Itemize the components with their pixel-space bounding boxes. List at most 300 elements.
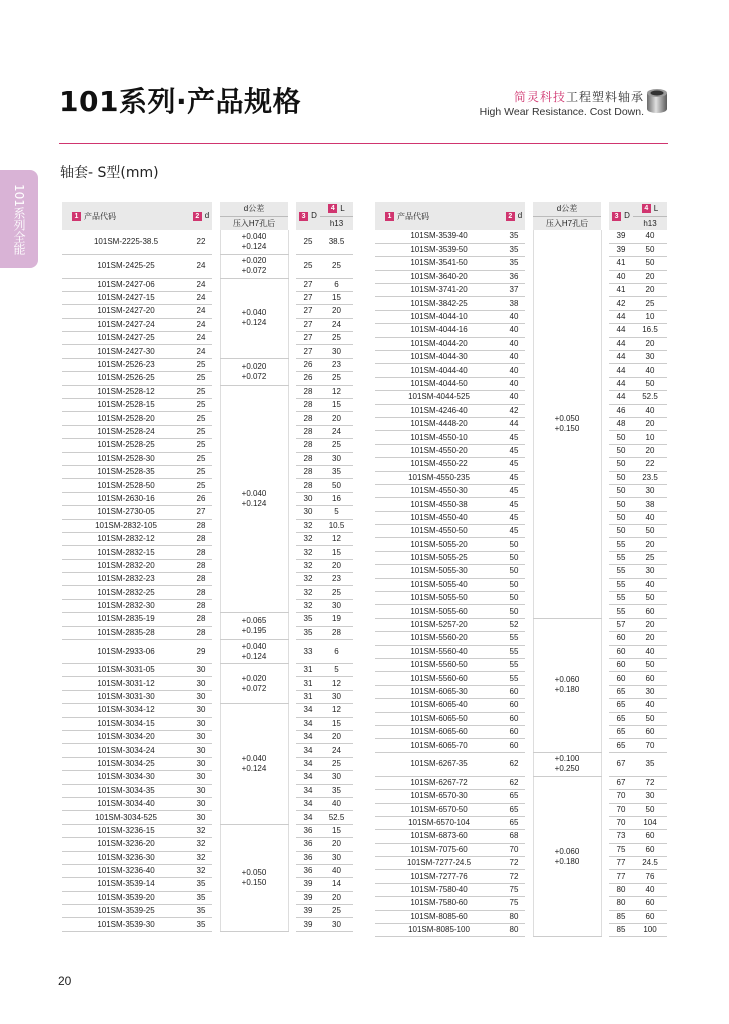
- tolerance-lower: +0.150: [241, 877, 267, 887]
- spacer-cell: [288, 757, 296, 770]
- d-cell: 62: [503, 776, 525, 789]
- table-row: [375, 551, 667, 564]
- d-cell: 60: [503, 739, 525, 752]
- spacer-cell: [601, 364, 609, 377]
- D-cell: 35: [296, 613, 320, 626]
- product-code-cell: 101SM-2832-105: [62, 519, 190, 532]
- spacer-cell: [288, 891, 296, 904]
- tolerance-lower: +0.124: [241, 651, 267, 661]
- d-cell: 28: [190, 546, 212, 559]
- spacer-cell: [212, 640, 220, 664]
- d-cell: 30: [190, 664, 212, 677]
- product-code-cell: 101SM-5560-20: [375, 632, 503, 645]
- L-cell: 25: [320, 905, 353, 918]
- spacer-cell: [212, 784, 220, 797]
- spacer-cell: [601, 592, 609, 605]
- D-cell: 65: [609, 712, 633, 725]
- spacer-cell: [288, 704, 296, 717]
- d-cell: 30: [190, 690, 212, 703]
- spacer-cell: [288, 278, 296, 291]
- D-cell: 30: [296, 506, 320, 519]
- tolerance-lower: +0.180: [554, 856, 580, 866]
- product-code-cell: 101SM-2832-25: [62, 586, 190, 599]
- d-cell: 72: [503, 870, 525, 883]
- spacer-cell: [525, 310, 533, 323]
- L-cell: 20: [633, 632, 667, 645]
- table-row: [62, 291, 353, 304]
- spacer-cell: [288, 385, 296, 398]
- product-code-cell: 101SM-2528-20: [62, 412, 190, 425]
- spacer-cell: [212, 465, 220, 478]
- table-row: [375, 659, 667, 672]
- product-code-cell: 101SM-4550-10: [375, 431, 503, 444]
- product-code-cell: 101SM-6065-60: [375, 725, 503, 738]
- table-row: [375, 712, 667, 725]
- spacer-cell: [601, 924, 609, 937]
- L-cell: 20: [633, 337, 667, 350]
- spacer-cell: [525, 230, 533, 243]
- D-cell: 77: [609, 870, 633, 883]
- spacer-cell: [525, 431, 533, 444]
- product-code-cell: 101SM-3031-05: [62, 664, 190, 677]
- spacer-cell: [212, 731, 220, 744]
- product-code-cell: 101SM-4550-50: [375, 525, 503, 538]
- D-cell: 70: [609, 790, 633, 803]
- d-cell: 24: [190, 345, 212, 358]
- L-cell: 23: [320, 358, 353, 371]
- D-cell: 32: [296, 559, 320, 572]
- table-row: [375, 883, 667, 896]
- table-row: [62, 465, 353, 478]
- product-code-cell: 101SM-2832-15: [62, 546, 190, 559]
- table-row: [62, 717, 353, 730]
- d-cell: 30: [190, 797, 212, 810]
- table-row: [62, 784, 353, 797]
- table-row: [375, 645, 667, 658]
- spacer-cell: [525, 685, 533, 698]
- spacer-cell: [288, 532, 296, 545]
- L-cell: 12: [320, 677, 353, 690]
- D-cell: 50: [609, 498, 633, 511]
- spacer-cell: [601, 484, 609, 497]
- product-code-cell: 101SM-3539-25: [62, 905, 190, 918]
- table-row: [62, 771, 353, 784]
- D-cell: 28: [296, 452, 320, 465]
- D-cell: 25: [296, 254, 320, 278]
- L-cell: 6: [320, 640, 353, 664]
- L-cell: 40: [633, 230, 667, 243]
- tolerance-upper: +0.060: [554, 675, 580, 685]
- D-cell: 41: [609, 284, 633, 297]
- L-cell: 100: [633, 924, 667, 937]
- table-row: [62, 345, 353, 358]
- table-row: [375, 337, 667, 350]
- spacer-cell: [288, 731, 296, 744]
- product-code-cell: 101SM-3034-24: [62, 744, 190, 757]
- D-cell: 67: [609, 752, 633, 776]
- spacer-cell: [288, 878, 296, 891]
- product-code-cell: 101SM-4044-40: [375, 364, 503, 377]
- table-row: [375, 538, 667, 551]
- spacer-cell: [288, 797, 296, 810]
- d-cell: 55: [503, 632, 525, 645]
- d-cell: 24: [190, 305, 212, 318]
- spacer-cell: [601, 712, 609, 725]
- D-cell: 34: [296, 731, 320, 744]
- spacer-cell: [212, 918, 220, 931]
- tolerance-lower: +0.072: [241, 683, 267, 693]
- L-cell: 5: [320, 506, 353, 519]
- bearing-icon: [645, 87, 669, 115]
- brand-block: [480, 88, 644, 118]
- product-code-cell: 101SM-4044-16: [375, 324, 503, 337]
- brand-en: High Wear Resistance. Cost Down.: [479, 106, 644, 118]
- d-cell: 60: [503, 725, 525, 738]
- spacer-cell: [601, 498, 609, 511]
- spacer-cell: [601, 297, 609, 310]
- table-row: [375, 351, 667, 364]
- product-code-cell: 101SM-7075-60: [375, 843, 503, 856]
- L-cell: 38.5: [320, 230, 353, 254]
- header-tolerance-note: 压入H7孔后: [533, 216, 601, 230]
- spacer-cell: [212, 385, 220, 398]
- table-row: [375, 605, 667, 618]
- tolerance-lower: +0.072: [241, 266, 267, 275]
- header-L-tolerance: h13: [320, 216, 353, 230]
- D-cell: 27: [296, 318, 320, 331]
- product-code-cell: 101SM-2427-20: [62, 305, 190, 318]
- d-cell: 50: [503, 565, 525, 578]
- table-row: [62, 479, 353, 492]
- table-row: [62, 599, 353, 612]
- spacer-cell: [288, 664, 296, 677]
- product-code-cell: 101SM-7277-24.5: [375, 857, 503, 870]
- spacer-cell: [525, 632, 533, 645]
- spacer-cell: [525, 910, 533, 923]
- spacer-cell: [212, 439, 220, 452]
- spacer-cell: [212, 905, 220, 918]
- product-code-cell: 101SM-4044-20: [375, 337, 503, 350]
- spacer-cell: [525, 752, 533, 776]
- table-row: [375, 364, 667, 377]
- table-row: [375, 417, 667, 430]
- table-row: [375, 632, 667, 645]
- table-row: [375, 377, 667, 390]
- spacer-cell: [212, 506, 220, 519]
- D-cell: 65: [609, 685, 633, 698]
- spacer-cell: [601, 230, 609, 243]
- spacer-cell: [525, 471, 533, 484]
- D-cell: 32: [296, 573, 320, 586]
- d-cell: 37: [503, 284, 525, 297]
- d-cell: 25: [190, 385, 212, 398]
- header-product-code: 1 产品代码: [62, 202, 190, 230]
- product-code-cell: 101SM-3031-30: [62, 690, 190, 703]
- d-cell: 52: [503, 618, 525, 631]
- product-code-cell: 101SM-2526-25: [62, 372, 190, 385]
- tolerance-lower: +0.195: [241, 626, 267, 636]
- D-cell: 27: [296, 305, 320, 318]
- product-code-cell: 101SM-5055-30: [375, 565, 503, 578]
- spacer-cell: [601, 803, 609, 816]
- spacer-cell: [525, 725, 533, 738]
- spacer-cell: [288, 439, 296, 452]
- spacer-cell: [601, 511, 609, 524]
- L-cell: 35: [633, 752, 667, 776]
- spacer-cell: [525, 605, 533, 618]
- table-row: [62, 664, 353, 677]
- spacer-cell: [601, 310, 609, 323]
- L-cell: 60: [633, 910, 667, 923]
- tolerance-lower: +0.150: [554, 423, 580, 433]
- L-cell: 30: [320, 690, 353, 703]
- table-row: [62, 864, 353, 877]
- product-code-cell: 101SM-3034-25: [62, 757, 190, 770]
- d-cell: 30: [190, 771, 212, 784]
- d-cell: 29: [190, 640, 212, 664]
- d-cell: 65: [503, 816, 525, 829]
- product-code-cell: 101SM-4550-235: [375, 471, 503, 484]
- tolerance-upper: +0.020: [241, 361, 267, 371]
- spacer-cell: [212, 586, 220, 599]
- d-cell: 35: [190, 905, 212, 918]
- spacer-cell: [288, 479, 296, 492]
- d-cell: 40: [503, 351, 525, 364]
- product-code-cell: 101SM-5257-20: [375, 618, 503, 631]
- L-cell: 50: [633, 243, 667, 256]
- d-cell: 32: [190, 838, 212, 851]
- tolerance-upper: +0.050: [554, 413, 580, 423]
- d-cell: 60: [503, 712, 525, 725]
- L-cell: 15: [320, 546, 353, 559]
- brand-cn-rest: 工程塑料轴承: [565, 90, 644, 104]
- d-cell: 25: [190, 452, 212, 465]
- table-row: [375, 484, 667, 497]
- D-cell: 30: [296, 492, 320, 505]
- product-code-cell: 101SM-6570-30: [375, 790, 503, 803]
- L-cell: 40: [320, 797, 353, 810]
- d-cell: 40: [503, 324, 525, 337]
- product-code-cell: 101SM-3034-15: [62, 717, 190, 730]
- spacer-cell: [212, 479, 220, 492]
- tolerance-lower: +0.124: [241, 498, 267, 508]
- table-row: [62, 744, 353, 757]
- D-cell: 44: [609, 391, 633, 404]
- spacer-cell: [525, 498, 533, 511]
- L-cell: 6: [320, 278, 353, 291]
- L-cell: 23: [320, 573, 353, 586]
- product-code-cell: 101SM-2730-05: [62, 506, 190, 519]
- spacer-cell: [288, 254, 296, 278]
- spacer-cell: [525, 270, 533, 283]
- tolerance-cell: [533, 230, 601, 618]
- tolerance-lower: +0.180: [554, 685, 580, 695]
- spacer-cell: [601, 324, 609, 337]
- spacer-cell: [288, 452, 296, 465]
- table-row: [375, 498, 667, 511]
- D-cell: 31: [296, 677, 320, 690]
- spacer-cell: [212, 425, 220, 438]
- D-cell: 50: [609, 484, 633, 497]
- L-cell: 24: [320, 425, 353, 438]
- D-cell: 39: [296, 878, 320, 891]
- d-cell: 30: [190, 704, 212, 717]
- spacer-cell: [525, 538, 533, 551]
- product-code-cell: 101SM-8085-60: [375, 910, 503, 923]
- D-cell: 34: [296, 757, 320, 770]
- d-cell: 28: [190, 599, 212, 612]
- product-code-cell: 101SM-2630-16: [62, 492, 190, 505]
- D-cell: 39: [296, 891, 320, 904]
- L-cell: 104: [633, 816, 667, 829]
- spacer-cell: [601, 417, 609, 430]
- L-cell: 35: [320, 465, 353, 478]
- tolerance-cell: [220, 254, 288, 278]
- tolerance-upper: +0.020: [241, 673, 267, 683]
- spacer-cell: [212, 332, 220, 345]
- D-cell: 34: [296, 811, 320, 824]
- spacer-cell: [525, 843, 533, 856]
- L-cell: 50: [633, 525, 667, 538]
- d-cell: 75: [503, 897, 525, 910]
- product-code-cell: 101SM-2427-25: [62, 332, 190, 345]
- product-code-cell: 101SM-2425-25: [62, 254, 190, 278]
- L-cell: 15: [320, 824, 353, 837]
- table-row: [62, 640, 353, 664]
- D-cell: 34: [296, 717, 320, 730]
- d-cell: 45: [503, 471, 525, 484]
- d-cell: 32: [190, 864, 212, 877]
- L-cell: 15: [320, 399, 353, 412]
- product-code-cell: 101SM-5055-60: [375, 605, 503, 618]
- spacer-cell: [525, 857, 533, 870]
- product-code-cell: 101SM-2528-30: [62, 452, 190, 465]
- L-cell: 50: [320, 479, 353, 492]
- d-cell: 45: [503, 431, 525, 444]
- d-cell: 25: [190, 372, 212, 385]
- tolerance-upper: +0.040: [241, 641, 267, 651]
- spacer-cell: [525, 618, 533, 631]
- D-cell: 34: [296, 704, 320, 717]
- table-row: [62, 626, 353, 639]
- D-cell: 27: [296, 345, 320, 358]
- d-cell: 35: [503, 257, 525, 270]
- L-cell: 25: [320, 439, 353, 452]
- L-cell: 20: [633, 538, 667, 551]
- spacer-cell: [525, 659, 533, 672]
- tolerance-lower: +0.072: [241, 371, 267, 381]
- spacer-cell: [525, 324, 533, 337]
- spacer-cell: [601, 870, 609, 883]
- table-row: [62, 372, 353, 385]
- table-row: [375, 297, 667, 310]
- spacer-cell: [212, 492, 220, 505]
- d-cell: 50: [503, 578, 525, 591]
- product-code-cell: 101SM-4550-22: [375, 458, 503, 471]
- D-cell: 32: [296, 546, 320, 559]
- d-cell: 50: [503, 538, 525, 551]
- d-cell: 72: [503, 857, 525, 870]
- spacer-cell: [525, 803, 533, 816]
- spacer-cell: [601, 578, 609, 591]
- tolerance-upper: +0.040: [241, 753, 267, 763]
- tolerance-lower: +0.124: [241, 763, 267, 773]
- d-cell: 22: [190, 230, 212, 254]
- product-code-cell: 101SM-2832-23: [62, 573, 190, 586]
- spacer-cell: [288, 358, 296, 371]
- table-row: [62, 305, 353, 318]
- table-row: [62, 797, 353, 810]
- table-row: [62, 532, 353, 545]
- spacer-cell: [288, 784, 296, 797]
- d-cell: 26: [190, 492, 212, 505]
- spacer-cell: [601, 377, 609, 390]
- spacer-cell: [525, 830, 533, 843]
- D-cell: 50: [609, 525, 633, 538]
- L-cell: 20: [320, 838, 353, 851]
- table-row: [62, 677, 353, 690]
- tolerance-upper: +0.050: [241, 867, 267, 877]
- spacer-cell: [212, 771, 220, 784]
- D-cell: 44: [609, 364, 633, 377]
- D-cell: 50: [609, 511, 633, 524]
- spacer-cell: [525, 458, 533, 471]
- spacer-cell: [212, 677, 220, 690]
- spacer-cell: [212, 613, 220, 626]
- D-cell: 60: [609, 659, 633, 672]
- table-row: [62, 254, 353, 278]
- D-cell: 50: [609, 444, 633, 457]
- D-cell: 39: [609, 230, 633, 243]
- table-row: [62, 519, 353, 532]
- product-code-cell: 101SM-3541-50: [375, 257, 503, 270]
- product-code-cell: 101SM-7580-40: [375, 883, 503, 896]
- D-cell: 28: [296, 479, 320, 492]
- D-cell: 28: [296, 385, 320, 398]
- table-row: [375, 752, 667, 776]
- tolerance-lower: +0.124: [241, 318, 267, 328]
- spacer-cell: [525, 337, 533, 350]
- d-cell: 50: [503, 592, 525, 605]
- D-cell: 44: [609, 324, 633, 337]
- table-row: [375, 525, 667, 538]
- L-cell: 20: [320, 891, 353, 904]
- spacer-cell: [601, 776, 609, 789]
- d-cell: 45: [503, 498, 525, 511]
- L-cell: 30: [320, 452, 353, 465]
- D-cell: 31: [296, 690, 320, 703]
- L-cell: 15: [320, 291, 353, 304]
- d-cell: 40: [503, 364, 525, 377]
- D-cell: 44: [609, 337, 633, 350]
- tolerance-upper: +0.060: [554, 846, 580, 856]
- L-cell: 38: [633, 498, 667, 511]
- spacer-cell: [525, 417, 533, 430]
- spacer-cell: [288, 690, 296, 703]
- L-cell: 50: [633, 659, 667, 672]
- product-code-cell: 101SM-2427-15: [62, 291, 190, 304]
- d-cell: 65: [503, 790, 525, 803]
- L-cell: 40: [633, 883, 667, 896]
- spacer-cell: [288, 332, 296, 345]
- spacer-cell: [525, 699, 533, 712]
- spacer-cell: [288, 399, 296, 412]
- spacer-cell: [601, 725, 609, 738]
- L-cell: 28: [320, 626, 353, 639]
- brand-cn: [480, 88, 644, 105]
- spacer-cell: [212, 305, 220, 318]
- table-row: [62, 586, 353, 599]
